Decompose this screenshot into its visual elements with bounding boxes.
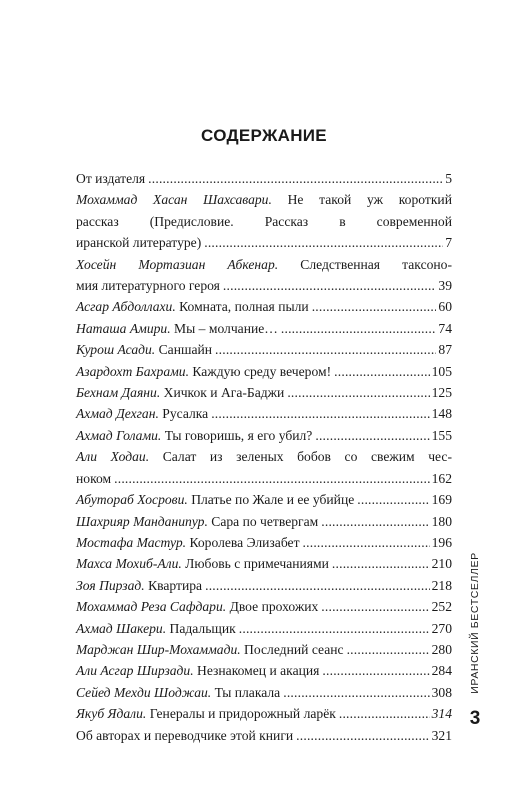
toc-text <box>76 511 318 532</box>
toc-text <box>76 468 111 489</box>
toc-line <box>76 468 452 489</box>
toc-line <box>76 575 452 596</box>
page-title: СОДЕРЖАНИЕ <box>201 126 327 145</box>
dot-leader <box>347 639 430 660</box>
toc-line <box>76 275 452 296</box>
dot-leader <box>321 511 429 532</box>
toc-author: Бехнам Даяни. <box>76 385 161 401</box>
toc-page-number: 270 <box>431 620 452 636</box>
toc-page-number: 210 <box>431 556 452 572</box>
dot-leader <box>215 339 436 360</box>
toc-line <box>76 168 452 189</box>
toc-entry <box>76 575 452 596</box>
toc-page-number: 180 <box>431 513 452 529</box>
toc-page-number: 148 <box>431 406 452 422</box>
toc-author: Азардохт Бахрами. <box>76 363 189 379</box>
toc-author: Мохаммад Хасан Шахсавари. <box>76 192 272 208</box>
toc-page-number: 218 <box>431 577 452 593</box>
toc-entry <box>76 296 452 317</box>
toc-text <box>76 446 452 467</box>
toc-title-text: мия литературного героя <box>76 278 220 294</box>
toc-entry <box>76 425 452 446</box>
toc-line <box>76 446 452 467</box>
toc-entry <box>76 446 452 489</box>
series-label: ИРАНСКИЙ БЕСТСЕЛЛЕР <box>469 552 481 694</box>
toc-text <box>76 339 212 360</box>
toc-author: Якуб Ядали. <box>76 706 147 722</box>
toc-text <box>76 232 201 253</box>
toc-line <box>76 361 452 382</box>
toc-text <box>76 639 344 660</box>
toc-title-text: Каждую среду вечером! <box>189 363 332 379</box>
toc-entry <box>76 553 452 574</box>
toc-text <box>76 425 312 446</box>
toc-page-number: 308 <box>431 684 452 700</box>
toc-line <box>76 211 452 232</box>
toc-line <box>76 553 452 574</box>
toc-title-text: Следственная таксоно- <box>278 256 452 272</box>
toc-author: Али Асгар Ширзади. <box>76 663 194 679</box>
dot-leader <box>114 468 429 489</box>
toc-page-number: 87 <box>438 342 452 358</box>
dot-leader <box>315 425 429 446</box>
toc-text <box>76 168 145 189</box>
toc-title-text: Саншайн <box>155 342 213 358</box>
toc-title-text: Ты плакала <box>211 684 281 700</box>
toc-line <box>76 703 452 724</box>
dot-leader <box>148 168 443 189</box>
dot-leader <box>332 553 430 574</box>
dot-leader <box>204 232 443 253</box>
toc-line <box>76 425 452 446</box>
toc-text <box>76 318 278 339</box>
toc-page-number: 321 <box>431 727 452 743</box>
toc-text <box>76 532 300 553</box>
toc-entry <box>76 189 452 253</box>
toc-line <box>76 403 452 424</box>
toc-page-number: 169 <box>431 492 452 508</box>
toc-page-number: 74 <box>438 320 452 336</box>
toc-text <box>76 403 208 424</box>
toc-text <box>76 596 318 617</box>
toc-line <box>76 511 452 532</box>
dot-leader <box>334 361 429 382</box>
toc-title-text: Последний сеанс <box>240 641 344 657</box>
toc-text <box>76 296 309 317</box>
toc-author: Махса Мохиб-Али. <box>76 556 182 572</box>
toc-text <box>76 618 236 639</box>
toc-line <box>76 189 452 210</box>
toc-text <box>76 682 280 703</box>
toc-page-number: 252 <box>431 599 452 615</box>
toc-title-text: Комната, полная пыли <box>175 299 309 315</box>
toc-page-number: 284 <box>431 663 452 679</box>
toc-title-text: Генералы и придорожный ларёк <box>146 706 336 722</box>
toc-page-number: 7 <box>445 235 452 251</box>
toc-line <box>76 532 452 553</box>
toc-author: Курош Асади. <box>76 342 156 358</box>
dot-leader <box>357 489 429 510</box>
toc-entry <box>76 382 452 403</box>
dot-leader <box>312 296 437 317</box>
toc-page-number: 280 <box>431 641 452 657</box>
toc-title-text: Незнакомец и акация <box>193 663 320 679</box>
toc-text <box>76 211 452 232</box>
toc-title-text: Двое прохожих <box>226 599 319 615</box>
dot-leader <box>223 275 436 296</box>
toc-page-number: 125 <box>431 385 452 401</box>
dot-leader <box>303 532 430 553</box>
dot-leader <box>239 618 430 639</box>
toc-line <box>76 254 452 275</box>
toc-entry <box>76 660 452 681</box>
toc-title-text: Сара по четвергам <box>207 513 319 529</box>
toc-entry <box>76 532 452 553</box>
dot-leader <box>205 575 430 596</box>
toc-entry <box>76 318 452 339</box>
toc-text <box>76 189 452 210</box>
toc-text <box>76 660 319 681</box>
toc-entry <box>76 596 452 617</box>
toc-author: Ахмад Шакери. <box>76 620 167 636</box>
dot-leader <box>287 382 429 403</box>
toc-author: Асгар Абдоллахи. <box>76 299 176 315</box>
toc-text <box>76 575 202 596</box>
toc-author: Шахрияр Манданипур. <box>76 513 208 529</box>
toc-line <box>76 725 452 746</box>
toc-author: Ахмад Дехган. <box>76 406 159 422</box>
toc-line <box>76 639 452 660</box>
toc-entry <box>76 168 452 189</box>
toc-entry <box>76 489 452 510</box>
toc-text <box>76 725 293 746</box>
toc-entry <box>76 511 452 532</box>
toc-title-text: От издателя <box>76 171 146 186</box>
toc-title-text: ноком <box>76 470 112 486</box>
toc-title-text: Падальщик <box>166 620 236 636</box>
toc-page-number: 196 <box>431 534 452 550</box>
toc-author: Наташа Амири. <box>76 320 171 336</box>
toc-page-number: 105 <box>431 363 452 379</box>
dot-leader <box>321 596 429 617</box>
toc-page-number: 39 <box>438 278 452 294</box>
toc-entry <box>76 403 452 424</box>
toc-text <box>76 703 336 724</box>
toc-page-number: 162 <box>431 470 452 486</box>
toc-title-text: Хичкок и Ага-Баджи <box>160 385 285 401</box>
toc-line <box>76 296 452 317</box>
dot-leader <box>283 682 429 703</box>
toc-line <box>76 660 452 681</box>
dot-leader <box>296 725 429 746</box>
toc-line <box>76 618 452 639</box>
toc-title-text: рассказ (Предисловие. Рассказ в современной <box>76 213 452 229</box>
toc-title-text: Королева Элизабет <box>186 534 300 550</box>
toc-author: Абутораб Хосрови. <box>76 492 188 508</box>
toc-line <box>76 232 452 253</box>
toc-text <box>76 382 284 403</box>
toc-author: Ахмад Голами. <box>76 427 162 443</box>
toc-line <box>76 318 452 339</box>
toc-line <box>76 489 452 510</box>
dot-leader <box>281 318 437 339</box>
toc-text <box>76 553 329 574</box>
toc-title-text: Об авторах и переводчике этой книги <box>76 727 294 743</box>
toc-entry <box>76 618 452 639</box>
toc-text <box>76 254 452 275</box>
toc-author: Хосейн Мортазиан Абкенар. <box>76 256 279 272</box>
toc-entry <box>76 339 452 360</box>
toc-author: Сейед Мехди Шоджаи. <box>76 684 212 700</box>
toc-line <box>76 682 452 703</box>
series-sidebar <box>466 548 484 698</box>
toc-title-text: Салат из зеленых бобов со свежим чес- <box>149 449 452 465</box>
toc-entry <box>76 361 452 382</box>
toc-title-text: иранской литературе) <box>76 235 202 251</box>
toc-title-text: Русалка <box>158 406 209 422</box>
toc-author: Али Ходаи. <box>76 449 150 465</box>
toc-entry <box>76 639 452 660</box>
toc-page-number: 60 <box>438 299 452 315</box>
toc-author: Марджан Шир-Мохаммади. <box>76 641 241 657</box>
toc-entry <box>76 725 452 746</box>
toc-title-text: Квартира <box>144 577 203 593</box>
toc-text <box>76 489 354 510</box>
dot-leader <box>322 660 429 681</box>
toc-text <box>76 361 331 382</box>
toc-title-text: Ты говоришь, я его убил? <box>161 427 313 443</box>
toc-line <box>76 339 452 360</box>
toc-author: Мохаммад Реза Сафдари. <box>76 599 227 615</box>
toc-title-text: Платье по Жале и ее убийце <box>187 492 355 508</box>
toc-entry <box>76 682 452 703</box>
dot-leader <box>339 703 430 724</box>
toc-entry <box>76 703 452 724</box>
toc-author: Мостафа Мастур. <box>76 534 187 550</box>
toc-page-number: 155 <box>431 427 452 443</box>
toc-line <box>76 382 452 403</box>
toc-entry <box>76 254 452 297</box>
toc-title-text: Мы – молчание… <box>170 320 278 336</box>
toc-text <box>76 275 220 296</box>
toc-title-text: Не такой уж короткий <box>271 192 452 208</box>
toc-line <box>76 596 452 617</box>
toc-page-number: 5 <box>445 171 452 186</box>
toc-title-text: Любовь с примечаниями <box>181 556 329 572</box>
toc-author: Зоя Пирзад. <box>76 577 145 593</box>
table-of-contents <box>76 168 452 746</box>
toc-page-number: 314 <box>431 706 452 722</box>
page-number: 3 <box>469 708 481 729</box>
dot-leader <box>211 403 429 424</box>
